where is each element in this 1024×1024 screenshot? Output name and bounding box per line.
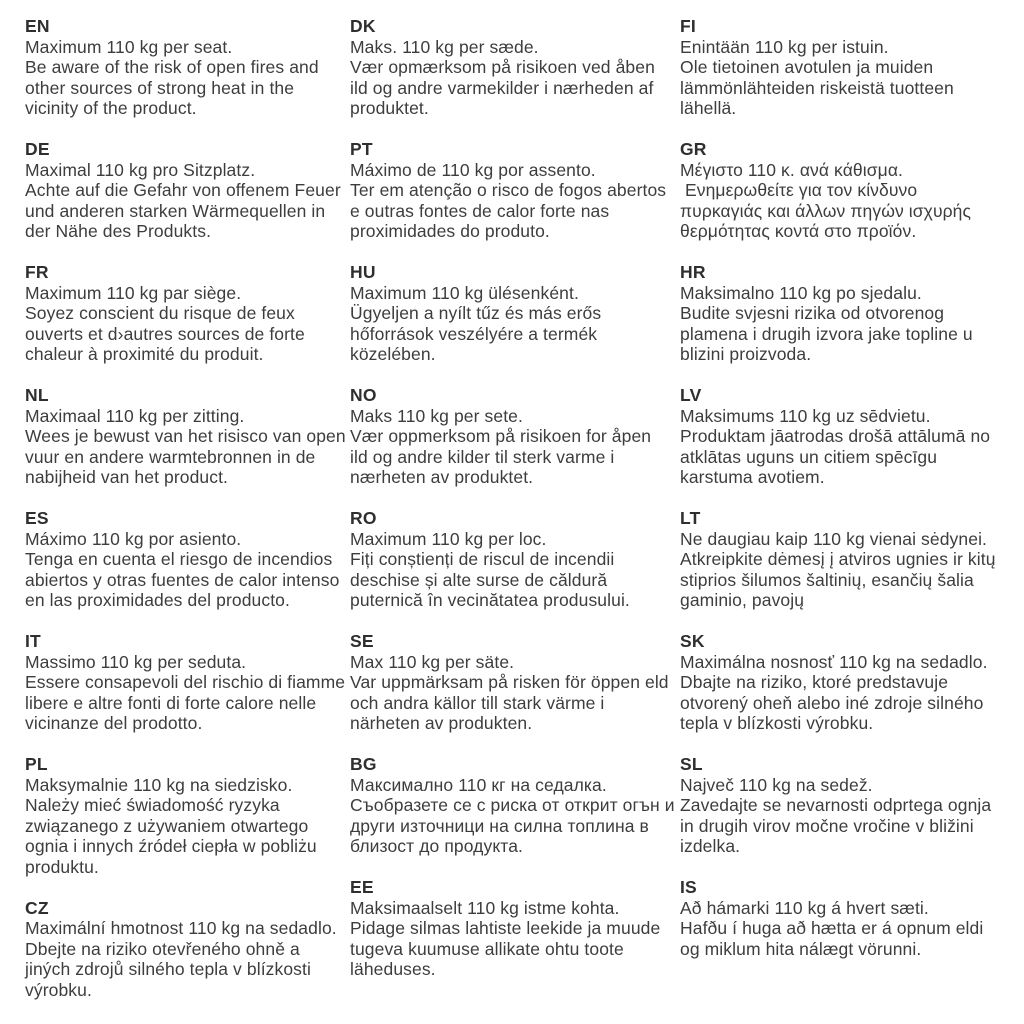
- text-line: Wees je bewust van het risisco van open: [25, 426, 346, 446]
- language-code-ee: EE: [350, 877, 374, 897]
- text-line: Съобразете се с риска от открит огън и: [350, 795, 675, 815]
- text-line: Należy mieć świadomość ryzyka: [25, 795, 280, 815]
- lang-block-fr: [25, 262, 347, 365]
- text-line: und anderen starken Wärmequellen in: [25, 200, 326, 221]
- text-line: Ter em atenção o risco de fogos abertos: [350, 180, 667, 200]
- text-line: други източници на силна топлина в: [350, 815, 649, 836]
- text-line: Maks. 110 kg per sæde.: [350, 36, 539, 57]
- text-line: other sources of strong heat in the: [25, 77, 295, 98]
- text-line: Maximálna nosnosť 110 kg na sedadlo.: [680, 651, 988, 672]
- text-line: in drugih virov močne vročine v bližini: [680, 815, 974, 836]
- text-line: atklātas uguns un citiem spēcīgu: [680, 446, 938, 467]
- text-line: vuur en andere warmtebronnen in de: [25, 446, 316, 467]
- text-line: Vær oppmerksom på risikoen for åpen: [350, 426, 652, 446]
- text-line: Ole tietoinen avotulen ja muiden: [680, 57, 934, 77]
- text-line: ouverts et d›autres sources de forte: [25, 323, 305, 344]
- text-line: ognia i innych źródeł ciepła w pobliżu: [25, 836, 317, 856]
- language-code-no: NO: [350, 385, 377, 405]
- lang-block-gr: [680, 139, 1020, 242]
- language-code-se: SE: [350, 631, 374, 651]
- text-line: plamena i drugih izvora jake topline u: [680, 323, 973, 344]
- text-line: Maximum 110 kg par siège.: [25, 282, 242, 303]
- text-line: libere e altre fonti di forte calore nelle: [25, 692, 317, 713]
- text-line: Vær opmærksom på risikoen ved åben: [350, 57, 655, 77]
- column-2: [350, 16, 676, 1000]
- text-line: Atkreipkite dėmesį į atviros ugnies ir kitų: [680, 549, 996, 569]
- text-line: hőforrások veszélyére a termék: [350, 323, 598, 344]
- text-line: lämmönlähteiden riskeistä tuotteen: [680, 77, 954, 98]
- text-line: deschise și alte surse de căldură: [350, 569, 608, 590]
- language-code-dk: DK: [350, 16, 376, 36]
- language-code-pt: PT: [350, 139, 373, 159]
- text-line: Zavedajte se nevarnosti odprtega ognja: [680, 795, 992, 815]
- language-code-pl: PL: [25, 754, 48, 774]
- text-line: Максимално 110 кг на седалка.: [350, 774, 607, 795]
- text-line: Dbejte na riziko otevřeného ohně a: [25, 938, 300, 959]
- lang-block-dk: [350, 16, 676, 119]
- text-line: Massimo 110 kg per seduta.: [25, 651, 247, 672]
- text-line: närheten av produkten.: [350, 713, 533, 733]
- text-line: związanego z używaniem otwartego: [25, 815, 309, 836]
- language-code-gr: GR: [680, 139, 707, 159]
- language-code-ro: RO: [350, 508, 377, 528]
- text-line: Achte auf die Gefahr von offenem Feuer: [25, 180, 341, 200]
- lang-block-bg: [350, 754, 676, 857]
- text-line: Največ 110 kg na sedež.: [680, 774, 873, 795]
- text-line: vicinity of the product.: [25, 98, 197, 118]
- text-line: blizini proizvoda.: [680, 344, 812, 364]
- lang-block-lv: [680, 385, 1020, 488]
- text-line: og miklum hita nálægt vörunni.: [680, 938, 922, 959]
- column-1: [25, 16, 347, 1021]
- text-line: tepla v blízkosti výrobku.: [680, 713, 874, 733]
- text-line: produktu.: [25, 856, 99, 877]
- text-line: θερμότητας κοντά στο προϊόν.: [680, 221, 917, 241]
- language-code-bg: BG: [350, 754, 377, 774]
- column-3: [680, 16, 1020, 980]
- lang-block-pl: [25, 754, 347, 877]
- language-code-sl: SL: [680, 754, 703, 774]
- text-line: puternică în vecinătatea produsului.: [350, 590, 630, 610]
- text-line: Fiți conștienți de riscul de incendii: [350, 549, 615, 569]
- lang-block-fi: [680, 16, 1020, 119]
- text-line: vicinanze del prodotto.: [25, 713, 203, 733]
- lang-block-ee: [350, 877, 676, 980]
- lang-block-es: [25, 508, 347, 611]
- text-line: Máximo de 110 kg por assento.: [350, 159, 596, 180]
- language-code-fr: FR: [25, 262, 49, 282]
- text-line: Tenga en cuenta el riesgo de incendios: [25, 549, 333, 569]
- text-line: Maks 110 kg per sete.: [350, 405, 523, 426]
- text-line: Maksimums 110 kg uz sēdvietu.: [680, 405, 931, 426]
- lang-block-it: [25, 631, 347, 734]
- lang-block-lt: [680, 508, 1020, 611]
- text-line: lähellä.: [680, 98, 737, 118]
- text-line: výrobku.: [25, 979, 92, 1000]
- lang-block-ro: [350, 508, 676, 611]
- lang-block-en: [25, 16, 347, 119]
- text-line: der Nähe des Produkts.: [25, 221, 212, 241]
- language-code-sk: SK: [680, 631, 705, 651]
- text-line: Budite svjesni rizika od otvorenog: [680, 303, 945, 323]
- text-line: Enintään 110 kg per istuin.: [680, 36, 889, 57]
- language-code-hr: HR: [680, 262, 706, 282]
- language-code-is: IS: [680, 877, 697, 897]
- text-line: nærheten av produktet.: [350, 467, 534, 487]
- text-line: Dbajte na riziko, ktoré predstavuje: [680, 672, 949, 692]
- text-line: közelében.: [350, 344, 436, 364]
- text-line: en las proximidades del producto.: [25, 590, 290, 610]
- language-code-nl: NL: [25, 385, 49, 405]
- text-line: Maximum 110 kg per loc.: [350, 528, 547, 549]
- text-line: Maximum 110 kg ülésenként.: [350, 282, 579, 303]
- lang-block-cz: [25, 898, 347, 1001]
- text-line: otvorený oheň alebo iné zdroje silného: [680, 692, 984, 713]
- lang-block-pt: [350, 139, 676, 242]
- text-line: karstuma avotiem.: [680, 467, 825, 487]
- text-line: izdelka.: [680, 836, 741, 856]
- text-line: produktet.: [350, 98, 429, 118]
- text-line: Max 110 kg per säte.: [350, 651, 515, 672]
- lang-block-sl: [680, 754, 1020, 857]
- text-line: tugeva kuumuse allikate ohtu toote: [350, 938, 624, 959]
- text-line: nabijheid van het product.: [25, 467, 229, 487]
- text-line: Essere consapevoli del rischio di fiamme: [25, 672, 346, 692]
- text-line: Maksimalno 110 kg po sjedalu.: [680, 282, 922, 303]
- text-line: Hafðu í huga að hætta er á opnum eldi: [680, 918, 984, 938]
- text-line: Ενημερωθείτε για τον κίνδυνο: [680, 180, 918, 200]
- text-line: Var uppmärksam på risken för öppen eld: [350, 672, 669, 692]
- language-code-it: IT: [25, 631, 41, 651]
- language-code-en: EN: [25, 16, 50, 36]
- language-code-lt: LT: [680, 508, 701, 528]
- text-line: och andra källor till stark värme i: [350, 692, 605, 713]
- lang-block-hr: [680, 262, 1020, 365]
- text-line: gaminio, pavojų: [680, 590, 805, 610]
- text-line: e outras fontes de calor forte nas: [350, 200, 610, 221]
- text-line: Maximum 110 kg per seat.: [25, 36, 233, 57]
- lang-block-hu: [350, 262, 676, 365]
- language-code-es: ES: [25, 508, 49, 528]
- text-line: Ne daugiau kaip 110 kg vienai sėdynei.: [680, 528, 988, 549]
- lang-block-nl: [25, 385, 347, 488]
- text-line: Pidage silmas lahtiste leekide ja muude: [350, 918, 661, 938]
- lang-block-is: [680, 877, 1020, 959]
- text-line: Ügyeljen a nyílt tűz és más erős: [350, 303, 602, 323]
- lang-block-se: [350, 631, 676, 734]
- text-line: πυρκαγιάς και άλλων πηγών ισχυρής: [680, 200, 972, 221]
- text-line: Maksymalnie 110 kg na siedzisko.: [25, 774, 293, 795]
- text-line: Að hámarki 110 kg á hvert sæti.: [680, 897, 929, 918]
- lang-block-sk: [680, 631, 1020, 734]
- text-line: Μέγιστο 110 κ. ανά κάθισμα.: [680, 159, 903, 180]
- lang-block-no: [350, 385, 676, 488]
- text-line: Maximaal 110 kg per zitting.: [25, 405, 245, 426]
- language-code-hu: HU: [350, 262, 376, 282]
- language-code-de: DE: [25, 139, 50, 159]
- text-line: jiných zdrojů silného tepla v blízkosti: [25, 959, 311, 979]
- text-line: Maximal 110 kg pro Sitzplatz.: [25, 159, 256, 180]
- text-line: chaleur à proximité du produit.: [25, 344, 264, 364]
- text-line: Maximální hmotnost 110 kg na sedadlo.: [25, 918, 337, 938]
- text-line: läheduses.: [350, 959, 436, 979]
- text-line: abiertos y otras fuentes de calor intenso: [25, 569, 340, 590]
- text-line: Produktam jāatrodas drošā attālumā no: [680, 426, 991, 446]
- text-line: Maksimaalselt 110 kg istme kohta.: [350, 897, 620, 918]
- text-line: ild og andre kilder til sterk varme i: [350, 446, 615, 467]
- text-line: Máximo 110 kg por asiento.: [25, 528, 242, 549]
- text-line: Be aware of the risk of open fires and: [25, 57, 319, 77]
- language-code-cz: CZ: [25, 897, 49, 918]
- text-line: близост до продукта.: [350, 836, 524, 856]
- text-line: stiprios šilumos šaltinių, esančių šalia: [680, 569, 974, 590]
- language-code-lv: LV: [680, 385, 702, 405]
- lang-block-de: [25, 139, 347, 242]
- text-line: Soyez conscient du risque de feux: [25, 303, 295, 323]
- language-code-fi: FI: [680, 16, 696, 36]
- text-line: ild og andre varmekilder i nærheden af: [350, 77, 654, 98]
- text-line: proximidades do produto.: [350, 221, 550, 241]
